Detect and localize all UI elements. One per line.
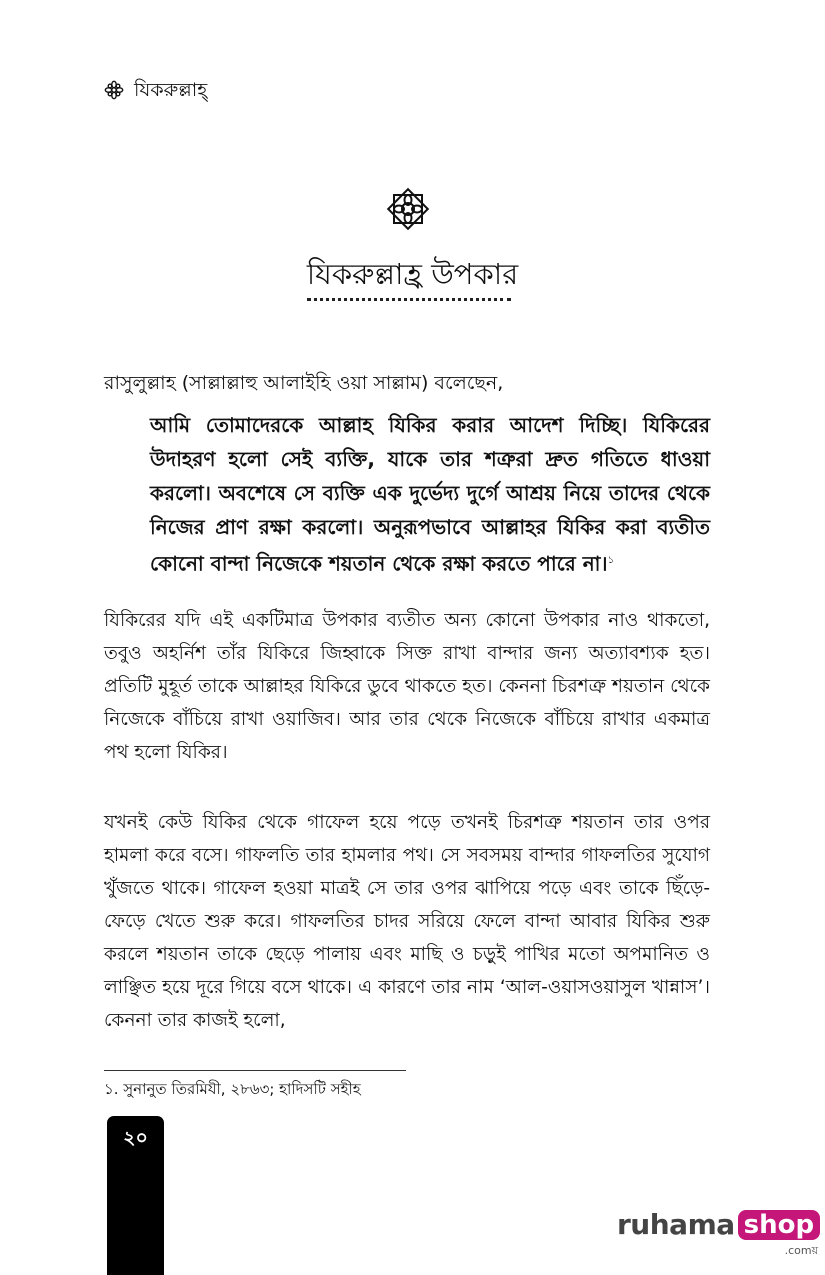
brand-shop-badge: [738, 1210, 820, 1257]
running-header-title: যিকরুল্লাহ্: [134, 79, 208, 101]
page-number: ২০: [123, 1127, 148, 1149]
brand-shop: shop: [738, 1210, 820, 1240]
brand-name: ruhama: [617, 1208, 735, 1241]
footnote: ১. সুনানুত তিরমিযী, ২৮৬৩; হাদিসটি সহীহ: [104, 1080, 361, 1098]
running-header: [104, 76, 207, 108]
body-paragraph-1: যিকিরের যদি এই একটিমাত্র উপকার ব্যতীত অন্য কোনো উপকার নাও থাকতো, তবুও অহর্নিশ তাঁর যিকিরে জিহ্বাকে সিক্ত রাখা বান্দার জন্য অত্যাবশ্যক হত। প্রতিটি মুহূর্ত তাকে আল্লাহর যিকিরে ডুবে থাকতে হত। কেননা চিরশত্রু শয়তান থেকে নিজেকে বাঁচিয়ে রাখা ওয়াজিব। আর তার থেকে নিজেকে বাঁচিয়ে রাখার একমাত্র পথ হলো যিকির।: [104, 610, 710, 763]
chapter-title: যিকরুল্লাহ্র উপকার: [306, 257, 519, 291]
hadith-quote-text: আমি তোমাদেরকে আল্লাহ যিকির করার আদেশ দিচ্ছি। যিকিরের উদাহরণ হলো সেই ব্যক্তি, যাকে তার শত্রুরা দ্রুত গতিতে ধাওয়া করলো। অবশেষে সে ব্যক্তি এক দুর্ভেদ্য দুর্গে আশ্রয় নিয়ে তাদের থেকে নিজের প্রাণ রক্ষা করলো। অনুরূপভাবে আল্লাহর যিকির করা ব্যতীত কোনো বান্দা নিজেকে শয়তান থেকে রক্ষা করতে পারে না।: [150, 413, 710, 576]
footnote-marker[interactable]: ১: [607, 555, 615, 566]
hadith-quote: [150, 408, 710, 581]
flower-ornament-icon: [104, 80, 124, 105]
brand-domain: .comয়: [784, 1244, 819, 1257]
hadith-intro: রাসুলুল্লাহ (সাল্লাল্লাহু আলাইহি ওয়া সাল্লাম) বলেছেন,: [104, 372, 504, 394]
publisher-logo: [617, 1210, 820, 1260]
body-paragraph-2: যখনই কেউ যিকির থেকে গাফেল হয়ে পড়ে তখনই চিরশত্রু শয়তান তার ওপর হামলা করে বসে। গাফলতি তার হামলার পথ। সে সবসময় বান্দার গাফলতির সুযোগ খুঁজতে থাকে। গাফেল হওয়া মাত্রই সে তার ওপর ঝাপিয়ে পড়ে এবং তাকে ছিঁড়ে-ফেড়ে খেতে শুরু করে। গাফলতির চাদর সরিয়ে ফেলে বান্দা আবার যিকির শুরু করলে শয়তান তাকে ছেড়ে পালায় এবং মাছি ও চড়ুই পাখির মতো অপমানিত ও লাঞ্ছিত হয়ে দূরে গিয়ে বসে থাকে। এ কারণে তার নাম ‘আল-ওয়াসওয়াসুল খান্নাস’। কেননা তার কাজই হলো,: [104, 812, 710, 1031]
star-flower-ornament-icon: [385, 186, 431, 232]
footnote-divider: [104, 1070, 406, 1071]
page-number-tab: [107, 1116, 164, 1275]
title-dotted-divider: [307, 298, 511, 301]
